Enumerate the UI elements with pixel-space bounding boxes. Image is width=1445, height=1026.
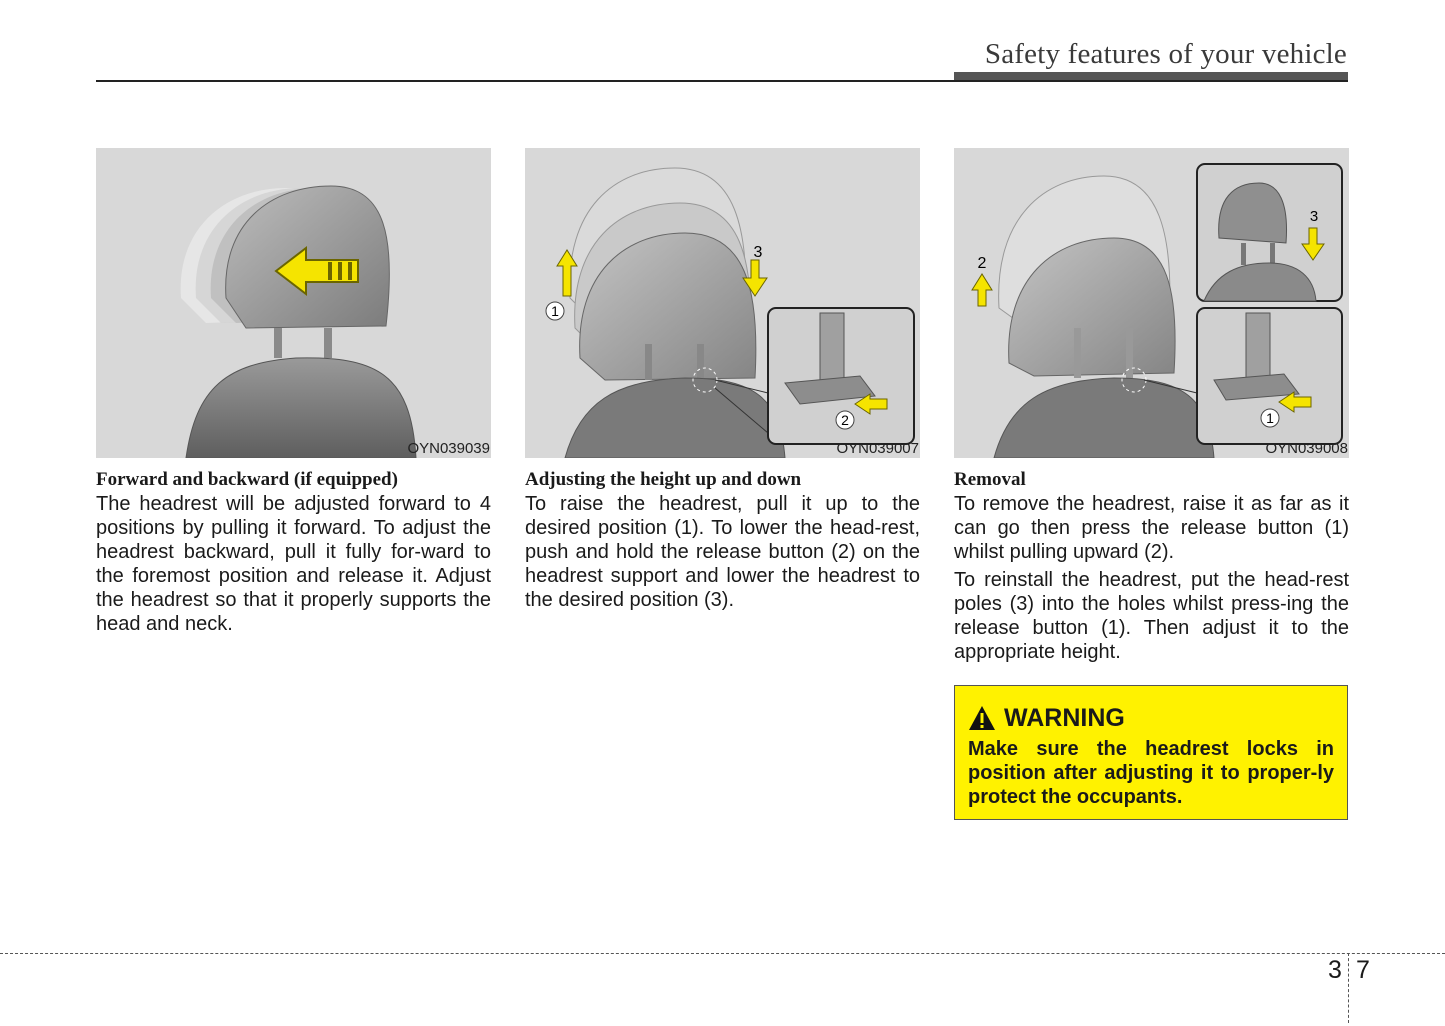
section-forward-backward	[96, 148, 491, 636]
figure-forward-backward	[96, 148, 491, 458]
section-paragraph: To raise the headrest, pull it up to the desired position (1). To lower the head-rest, push and hold the release button (2) on the headrest support and lower the headrest to the desired position (3).	[525, 493, 920, 611]
warning-triangle-icon	[968, 705, 996, 731]
headrest-removal-illustration	[954, 148, 1349, 458]
figure-code: OYN039007	[836, 440, 919, 457]
page-header-title: Safety features of your vehicle	[984, 38, 1347, 70]
warning-header	[968, 702, 1334, 734]
section-paragraph: The headrest will be adjusted forward to 4 positions by pulling it forward. To adjust the headrest backward, pull it fully for-ward to the foremost position and release it. Adjust the headrest so that it properly supports the head and neck.	[96, 493, 491, 635]
callout-1: 1	[1266, 410, 1274, 426]
footer-page-divider	[1348, 953, 1349, 1023]
callout-2: 2	[977, 255, 987, 272]
header-rule	[96, 80, 1348, 82]
headrest-height-illustration	[525, 148, 920, 458]
callout-2: 2	[841, 412, 849, 428]
warning-box	[954, 685, 1348, 820]
warning-text: Make sure the headrest locks in position after adjusting it to proper-ly protect the occupants.	[968, 738, 1334, 808]
section-removal	[954, 148, 1349, 664]
section-paragraph: To remove the headrest, raise it as far as it can go then press the release button (1) whilst pulling upward (2).	[954, 493, 1349, 563]
figure-removal	[954, 148, 1349, 458]
warning-title: WARNING	[1004, 703, 1125, 732]
figure-code: OYN039039	[407, 440, 490, 457]
figure-code: OYN039008	[1265, 440, 1348, 457]
section-title: Forward and backward (if equipped)	[96, 469, 398, 490]
callout-1: 1	[551, 303, 559, 319]
section-paragraph: To reinstall the headrest, put the head-rest poles (3) into the holes whilst press-ing the release button (1). Then adjust it to the appropriate height.	[954, 569, 1349, 663]
callout-3: 3	[753, 244, 763, 261]
section-title: Adjusting the height up and down	[525, 469, 802, 490]
section-title: Removal	[954, 469, 1026, 490]
page-section-number: 3	[1328, 956, 1342, 984]
page-number: 7	[1356, 956, 1370, 984]
headrest-forward-illustration	[96, 148, 491, 458]
callout-3: 3	[1309, 208, 1319, 225]
footer-dashed-rule	[0, 953, 1445, 954]
figure-height-adjust	[525, 148, 920, 458]
section-height-adjust	[525, 148, 920, 612]
